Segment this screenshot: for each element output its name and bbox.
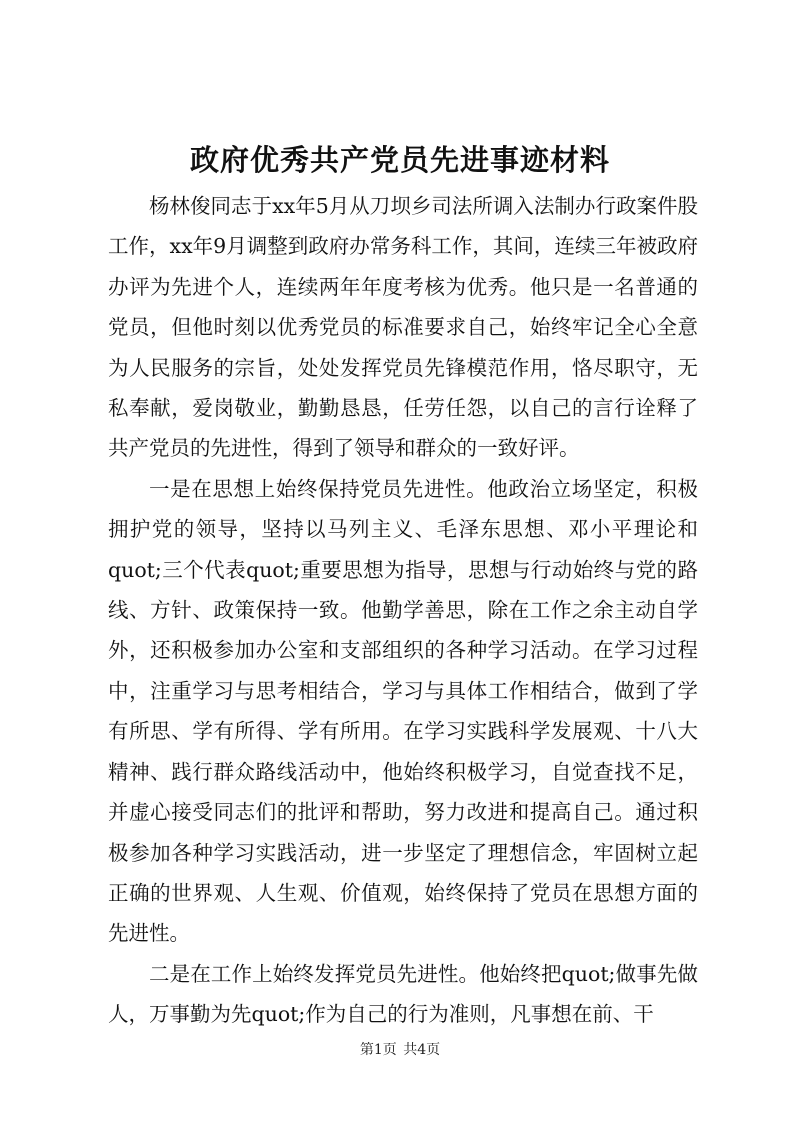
page-number: 第1页 (359, 1042, 397, 1058)
document-title: 政府优秀共产党员先进事迹材料 (189, 143, 610, 177)
paragraph-thought: 一是在思想上始终保持党员先进性。他政治立场坚定，积极拥护党的领导，坚持以马列主义、毛泽东思想、邓小平理论和quot;三个代表quot;重要思想为指导，思想与行动始终与党的路线、方针、政策保持一致。他勤学善思，除在工作之余主动自学外，还积极参加办公室和支部组织的各种学习活动。在学习过程中，注重学习与思考相结合，学习与具体工作相结合，做到了学有所思、学有所得、学有所用。在学习实践科学发展观、十八大精神、践行群众路线活动中，他始终积极学习，自觉查找不足，并虚心接受同志们的批评和帮助，努力改进和提高自己。通过积极参加各种学习实践活动，进一步坚定了理想信念，牢固树立起正确的世界观、人生观、价值观，始终保持了党员在思想方面的先进性。 (108, 476, 698, 946)
page-footer (0, 1040, 800, 1060)
paragraph-intro: 杨林俊同志于xx年5月从刀坝乡司法所调入法制办行政案件股工作，xx年9月调整到政府办常务科工作，其间，连续三年被政府办评为先进个人，连续两年年度考核为优秀。他只是一名普通的党员，但他时刻以优秀党员的标准要求自己，始终牢记全心全意为人民服务的宗旨，处处发挥党员先锋模范作用，恪尽职守，无私奉献，爱岗敬业，勤勤恳恳，任劳任怨，以自己的言行诠释了共产党员的先进性，得到了领导和群众的一致好评。 (108, 194, 698, 461)
page-total: 共4页 (403, 1042, 441, 1058)
paragraph-work: 二是在工作上始终发挥党员先进性。他始终把quot;做事先做人，万事勤为先quot;作为自己的行为准则，凡事想在前、干 (108, 961, 698, 1027)
document-body (108, 186, 698, 1035)
